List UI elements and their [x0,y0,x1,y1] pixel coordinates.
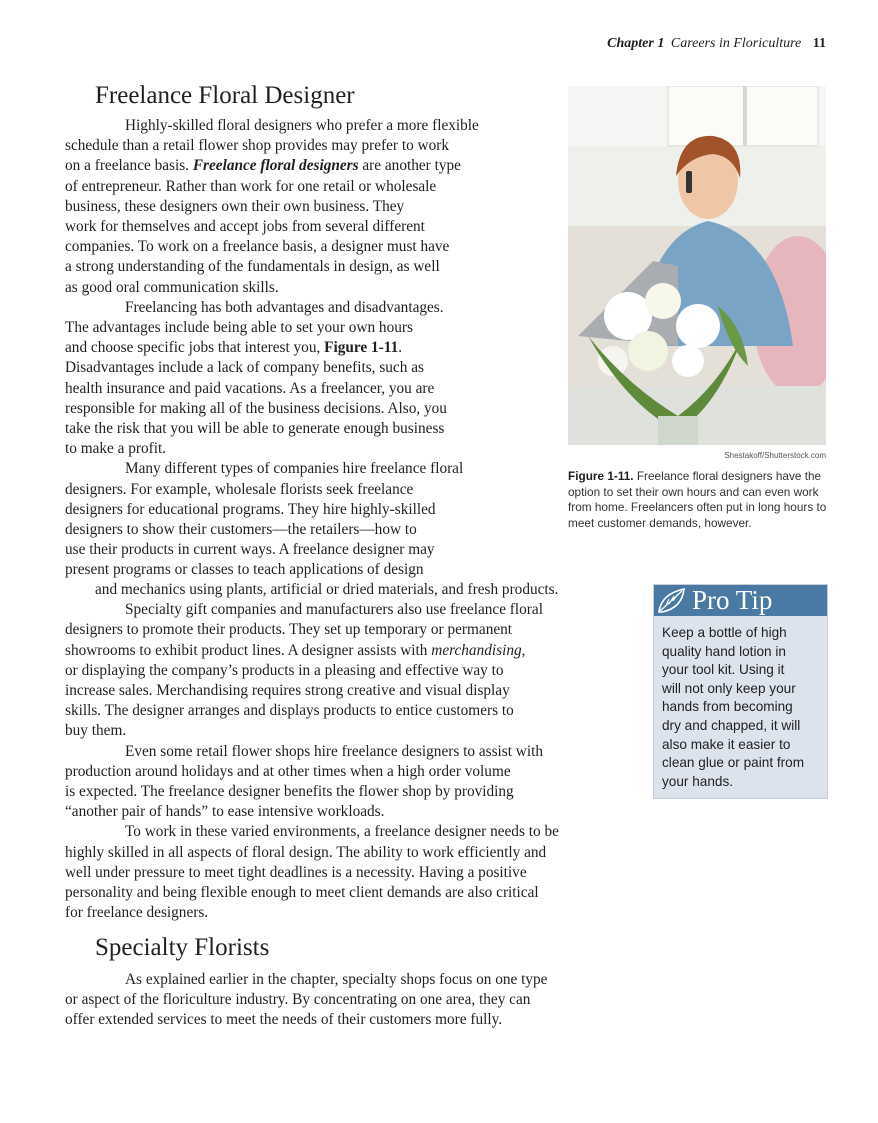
pro-tip-body [654,616,827,791]
line: To work in these varied environments, a freelance designer needs to be [125,823,559,841]
text: showrooms to exhibit product lines. A designer assists with [65,641,432,659]
pro-tip-line: will not only keep your [662,680,796,696]
pro-tip-line: hands from becoming [662,699,793,715]
line: present programs or classes to teach applications of design [65,561,424,579]
text: on a freelance basis. [65,157,193,175]
leaf-icon [656,586,688,620]
line: increase sales. Merchandising requires strong creative and visual display [65,682,510,700]
paragraph-5 [65,742,643,823]
line: Many different types of companies hire freelance floral [125,460,464,478]
paragraph-2 [65,298,565,460]
figure-caption [568,469,830,531]
pro-tip-line: your hands. [662,773,734,789]
photo-illustration [568,86,826,445]
line: production around holidays and at other times when a high order volume [65,762,511,780]
pro-tip-line: also make it easier to [662,736,791,752]
pro-tip-line: your tool kit. Using it [662,662,785,678]
line: Disadvantages include a lack of company benefits, such as [65,359,424,377]
paragraph-4 [65,600,643,741]
line: schedule than a retail flower shop provides may prefer to work [65,137,449,155]
key-term-freelance-floral-designers: Freelance floral designers [192,157,359,175]
text: are another type [358,157,461,175]
body-narrow-column [65,116,565,581]
pro-tip-line: quality hand lotion in [662,643,786,659]
line: buy them. [65,722,127,740]
running-head [607,36,826,52]
section-heading-specialty: Specialty Florists [95,934,270,961]
line: business, these designers own their own business. They [65,197,405,215]
chapter-number: Chapter 1 [607,36,665,51]
line: The advantages include being able to set your own hours [65,319,413,337]
line: is expected. The freelance designer benefits the flower shop by providing [65,783,514,801]
line: companies. To work on a freelance basis, a designer must have [65,238,450,256]
text: , [521,641,526,659]
page-number: 11 [812,36,826,51]
paragraph-3 [65,459,565,580]
line: or displaying the company’s products in a pleasing and effective way to [65,661,504,679]
line [65,339,402,356]
pro-tip-header [654,585,827,616]
figure-photo [568,86,826,445]
line: or aspect of the floriculture industry. By concentrating on one area, they can [65,991,531,1009]
line: Even some retail flower shops hire freelance designers to assist with [125,742,543,760]
paragraph-6 [65,822,643,923]
line: Freelancing has both advantages and disadvantages. [125,298,444,316]
line: personality and being flexible enough to meet client demands are also critical [65,884,539,902]
line: designers for educational programs. They hire highly-skilled [65,500,436,518]
body-specialty [65,970,643,1031]
photo-credit: Shestakoff/Shutterstock.com [724,451,826,460]
line: to make a profit. [65,440,167,458]
caption-text: Freelance floral designers have the option to set their own hours and can even work from home. Freelancers often put in long hours to meet customer demands, however. [568,469,827,530]
line: work for themselves and accept jobs from several different [65,218,425,236]
line: designers to promote their products. They set up temporary or permanent [65,621,513,639]
line: Specialty gift companies and manufacturers also use freelance floral [125,601,543,619]
line: designers to show their customers—the retailers—how to [65,521,417,539]
section-heading-freelance: Freelance Floral Designer [95,82,355,109]
body-wide-column [65,580,643,923]
line [65,157,461,174]
line: As explained earlier in the chapter, specialty shops focus on one type [125,971,548,988]
line: designers. For example, wholesale florists seek freelance [65,480,414,498]
line: use their products in current ways. A freelance designer may [65,541,435,559]
line: as good oral communication skills. [65,278,279,296]
line: take the risk that you will be able to generate enough business [65,420,445,438]
figure-reference-link[interactable]: Figure 1-11 [324,339,399,357]
line: Highly-skilled floral designers who prefer a more flexible [125,117,479,134]
line: well under pressure to meet tight deadlines is a necessity. Having a positive [65,863,527,881]
pro-tip-line: dry and chapped, it will [662,717,801,733]
pro-tip-title: Pro Tip [692,585,773,615]
pro-tip-line: Keep a bottle of high [662,625,787,640]
line: skills. The designer arranges and displays products to entice customers to [65,702,514,720]
chapter-title: Careers in Floriculture [670,36,802,51]
paragraph-1 [65,116,565,298]
line: “another pair of hands” to ease intensive workloads. [65,803,385,821]
line: of entrepreneur. Rather than work for one retail or wholesale [65,177,437,195]
figure-label: Figure 1-11. [568,469,634,483]
line: a strong understanding of the fundamentals in design, as well [65,258,440,276]
line: offer extended services to meet the needs of their customers more fully. [65,1011,503,1029]
pro-tip-line: clean glue or paint from [662,755,805,771]
line: highly skilled in all aspects of floral design. The ability to work efficiently and [65,843,547,861]
line: responsible for making all of the business decisions. Also, you [65,399,447,417]
line: health insurance and paid vacations. As a freelancer, you are [65,379,435,397]
paragraph-3-end: and mechanics using plants, artificial or dried materials, and fresh products. [95,581,559,598]
line: for freelance designers. [65,904,209,922]
text: and choose specific jobs that interest you, [65,339,325,357]
key-term-merchandising: merchandising [431,641,522,659]
line [65,642,525,659]
text: . [398,339,403,357]
pro-tip-box [653,584,828,799]
paragraph-7 [65,970,643,1031]
